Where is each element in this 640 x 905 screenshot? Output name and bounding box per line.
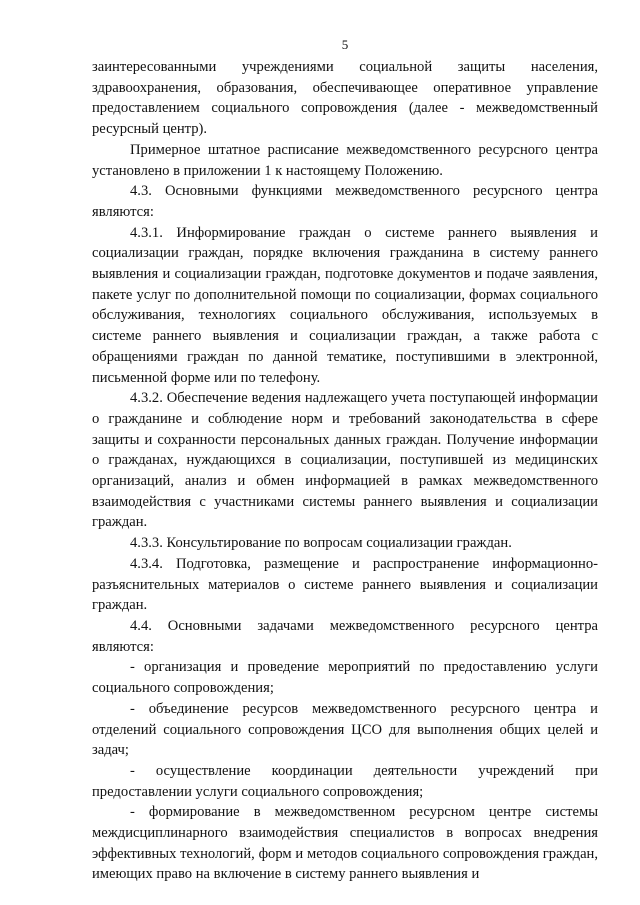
list-item: - осуществление координации деятельности учреждений при предоставлении услуги социального сопровождения; (92, 762, 598, 800)
paragraph: 4.3. Основными функциями межведомственного ресурсного центра являются: (92, 183, 598, 220)
paragraph: 4.4. Основными задачами межведомственного ресурсного центра являются: (92, 617, 598, 655)
list-item: - объединение ресурсов межведомственного ресурсного центра и отделений социального сопровождения ЦСО для выполнения общих целей и задач; (92, 700, 598, 759)
list-item: - организация и проведение мероприятий по предоставлению услуги социального сопровождения; (92, 659, 598, 697)
paragraph: 4.3.4. Подготовка, размещение и распространение информационно-разъяснительных материалов о системе раннего выявления и социализации граждан. (92, 555, 598, 614)
paragraph: заинтересованными учреждениями социальной защиты населения, здравоохранения, образования, обеспечивающее оперативное управление предоставлением социального сопровождения (далее - межведомственный ресурсный центр). (92, 59, 598, 138)
paragraph: 4.3.3. Консультирование по вопросам социализации граждан. (130, 535, 512, 552)
page-number: 5 (341, 37, 349, 52)
paragraph: Примерное штатное расписание межведомственного ресурсного центра установлено в приложении 1 к настоящему Положению. (92, 141, 598, 179)
paragraph: 4.3.1. Информирование граждан о системе раннего выявления и социализации граждан, порядке включения гражданина в систему раннего выявления и социализации граждан, подготовке документов и подаче заявления, пакете услуг по дополнительной помощи по социализации, формах социального обслуживания, технологиях социального обслуживания, используемых в системе раннего выявления и социализации граждан, а также работа с обращениями граждан по данной тематике, поступившими в электронной, письменной форме или по телефону. (92, 224, 598, 386)
paragraph: 4.3.2. Обеспечение ведения надлежащего учета поступающей информации о гражданине и соблюдение норм и требований законодательства в сфере защиты и сохранности персональных данных граждан. Получение информации о гражданах, нуждающихся в социализации, поступившей из медицинских организаций, анализ и обмен информацией в рамках межведомственного взаимодействия с участниками системы раннего выявления и социализации граждан. (92, 390, 598, 531)
list-item: - формирование в межведомственном ресурсном центре системы междисциплинарного взаимодействия специалистов в вопросах внедрения эффективных технологий, форм и методов социального сопровождения граждан, имеющих право на включение в систему раннего выявления и (92, 804, 598, 883)
body-text (92, 57, 598, 885)
